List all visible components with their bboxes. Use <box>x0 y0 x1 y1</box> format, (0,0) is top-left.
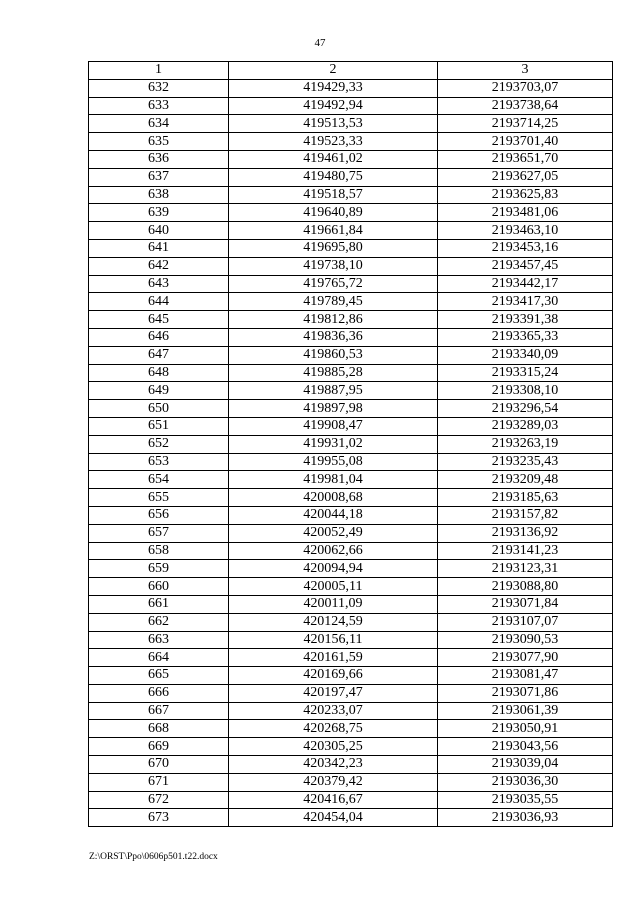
table-row <box>89 311 613 329</box>
y-coordinate-cell: 2193365,33 <box>438 328 613 346</box>
table-row <box>89 631 613 649</box>
table-row <box>89 97 613 115</box>
table-row <box>89 382 613 400</box>
y-coordinate-cell: 2193090,53 <box>438 631 613 649</box>
y-coordinate-cell: 2193043,56 <box>438 738 613 756</box>
point-number-cell: 643 <box>89 275 229 293</box>
y-coordinate-cell: 2193036,93 <box>438 809 613 827</box>
x-coordinate-cell: 420011,09 <box>229 595 438 613</box>
point-number-cell: 648 <box>89 364 229 382</box>
table-row <box>89 791 613 809</box>
x-coordinate-cell: 419860,53 <box>229 346 438 364</box>
y-coordinate-cell: 2193136,92 <box>438 524 613 542</box>
y-coordinate-cell: 2193289,03 <box>438 417 613 435</box>
x-coordinate-cell: 419765,72 <box>229 275 438 293</box>
x-coordinate-cell: 419523,33 <box>229 133 438 151</box>
table-row <box>89 756 613 774</box>
y-coordinate-cell: 2193391,38 <box>438 311 613 329</box>
y-coordinate-cell: 2193714,25 <box>438 115 613 133</box>
x-coordinate-cell: 420044,18 <box>229 506 438 524</box>
point-number-cell: 669 <box>89 738 229 756</box>
table-row <box>89 239 613 257</box>
file-path-footer: Z:\ORST\Ppo\0606p501.t22.docx <box>89 852 218 862</box>
table-row <box>89 453 613 471</box>
table-row <box>89 293 613 311</box>
y-coordinate-cell: 2193453,16 <box>438 239 613 257</box>
x-coordinate-cell: 419981,04 <box>229 471 438 489</box>
x-coordinate-cell: 420379,42 <box>229 773 438 791</box>
x-coordinate-cell: 419812,86 <box>229 311 438 329</box>
table-row <box>89 115 613 133</box>
table-row <box>89 79 613 97</box>
point-number-cell: 661 <box>89 595 229 613</box>
x-coordinate-cell: 419908,47 <box>229 417 438 435</box>
x-coordinate-cell: 420454,04 <box>229 809 438 827</box>
y-coordinate-cell: 2193081,47 <box>438 667 613 685</box>
point-number-cell: 641 <box>89 239 229 257</box>
y-coordinate-cell: 2193442,17 <box>438 275 613 293</box>
table-row <box>89 506 613 524</box>
point-number-cell: 649 <box>89 382 229 400</box>
table-body <box>89 79 613 826</box>
point-number-cell: 673 <box>89 809 229 827</box>
point-number-cell: 663 <box>89 631 229 649</box>
y-coordinate-cell: 2193457,45 <box>438 257 613 275</box>
table-row <box>89 738 613 756</box>
x-coordinate-cell: 419492,94 <box>229 97 438 115</box>
y-coordinate-cell: 2193071,84 <box>438 595 613 613</box>
x-coordinate-cell: 420161,59 <box>229 649 438 667</box>
table-row <box>89 328 613 346</box>
table-row <box>89 578 613 596</box>
y-coordinate-cell: 2193625,83 <box>438 186 613 204</box>
x-coordinate-cell: 419518,57 <box>229 186 438 204</box>
y-coordinate-cell: 2193107,07 <box>438 613 613 631</box>
y-coordinate-cell: 2193417,30 <box>438 293 613 311</box>
point-number-cell: 665 <box>89 667 229 685</box>
table-row <box>89 257 613 275</box>
point-number-cell: 644 <box>89 293 229 311</box>
y-coordinate-cell: 2193050,91 <box>438 720 613 738</box>
point-number-cell: 652 <box>89 435 229 453</box>
point-number-cell: 653 <box>89 453 229 471</box>
y-coordinate-cell: 2193315,24 <box>438 364 613 382</box>
point-number-cell: 672 <box>89 791 229 809</box>
point-number-cell: 655 <box>89 489 229 507</box>
x-coordinate-cell: 419513,53 <box>229 115 438 133</box>
x-coordinate-cell: 420197,47 <box>229 684 438 702</box>
table-row <box>89 702 613 720</box>
table-row <box>89 649 613 667</box>
point-number-cell: 657 <box>89 524 229 542</box>
table-row <box>89 222 613 240</box>
y-coordinate-cell: 2193039,04 <box>438 756 613 774</box>
table-row <box>89 417 613 435</box>
point-number-cell: 668 <box>89 720 229 738</box>
x-coordinate-cell: 420233,07 <box>229 702 438 720</box>
x-coordinate-cell: 420008,68 <box>229 489 438 507</box>
x-coordinate-cell: 419897,98 <box>229 400 438 418</box>
point-number-cell: 637 <box>89 168 229 186</box>
x-coordinate-cell: 419640,89 <box>229 204 438 222</box>
table-row <box>89 773 613 791</box>
y-coordinate-cell: 2193738,64 <box>438 97 613 115</box>
point-number-cell: 651 <box>89 417 229 435</box>
point-number-cell: 632 <box>89 79 229 97</box>
x-coordinate-cell: 419931,02 <box>229 435 438 453</box>
point-number-cell: 660 <box>89 578 229 596</box>
y-coordinate-cell: 2193071,86 <box>438 684 613 702</box>
point-number-cell: 670 <box>89 756 229 774</box>
x-coordinate-cell: 420342,23 <box>229 756 438 774</box>
table-row <box>89 435 613 453</box>
point-number-cell: 654 <box>89 471 229 489</box>
table-row <box>89 542 613 560</box>
x-coordinate-cell: 419885,28 <box>229 364 438 382</box>
point-number-cell: 667 <box>89 702 229 720</box>
y-coordinate-cell: 2193157,82 <box>438 506 613 524</box>
x-coordinate-cell: 420124,59 <box>229 613 438 631</box>
y-coordinate-cell: 2193185,63 <box>438 489 613 507</box>
point-number-cell: 656 <box>89 506 229 524</box>
point-number-cell: 666 <box>89 684 229 702</box>
point-number-cell: 645 <box>89 311 229 329</box>
y-coordinate-cell: 2193627,05 <box>438 168 613 186</box>
table-row <box>89 720 613 738</box>
table-header-row <box>89 62 613 80</box>
x-coordinate-cell: 420305,25 <box>229 738 438 756</box>
y-coordinate-cell: 2193463,10 <box>438 222 613 240</box>
table-row <box>89 133 613 151</box>
y-coordinate-cell: 2193077,90 <box>438 649 613 667</box>
point-number-cell: 638 <box>89 186 229 204</box>
table-row <box>89 275 613 293</box>
point-number-cell: 659 <box>89 560 229 578</box>
y-coordinate-cell: 2193701,40 <box>438 133 613 151</box>
table-row <box>89 560 613 578</box>
point-number-cell: 634 <box>89 115 229 133</box>
point-number-cell: 662 <box>89 613 229 631</box>
point-number-cell: 664 <box>89 649 229 667</box>
x-coordinate-cell: 419955,08 <box>229 453 438 471</box>
point-number-cell: 642 <box>89 257 229 275</box>
point-number-cell: 639 <box>89 204 229 222</box>
point-number-cell: 635 <box>89 133 229 151</box>
table-row <box>89 595 613 613</box>
y-coordinate-cell: 2193036,30 <box>438 773 613 791</box>
y-coordinate-cell: 2193340,09 <box>438 346 613 364</box>
y-coordinate-cell: 2193209,48 <box>438 471 613 489</box>
point-number-cell: 650 <box>89 400 229 418</box>
y-coordinate-cell: 2193088,80 <box>438 578 613 596</box>
coordinates-table <box>88 61 613 827</box>
x-coordinate-cell: 420416,67 <box>229 791 438 809</box>
y-coordinate-cell: 2193651,70 <box>438 150 613 168</box>
x-coordinate-cell: 419887,95 <box>229 382 438 400</box>
y-coordinate-cell: 2193263,19 <box>438 435 613 453</box>
page-number: 47 <box>314 37 326 49</box>
table-row <box>89 364 613 382</box>
table-row <box>89 168 613 186</box>
x-coordinate-cell: 419695,80 <box>229 239 438 257</box>
x-coordinate-cell: 420005,11 <box>229 578 438 596</box>
y-coordinate-cell: 2193308,10 <box>438 382 613 400</box>
x-coordinate-cell: 419661,84 <box>229 222 438 240</box>
point-number-cell: 636 <box>89 150 229 168</box>
point-number-cell: 633 <box>89 97 229 115</box>
x-coordinate-cell: 420156,11 <box>229 631 438 649</box>
point-number-cell: 640 <box>89 222 229 240</box>
table-row <box>89 684 613 702</box>
x-coordinate-cell: 420094,94 <box>229 560 438 578</box>
x-coordinate-cell: 420062,66 <box>229 542 438 560</box>
table-row <box>89 471 613 489</box>
table-row <box>89 150 613 168</box>
column-header: 3 <box>438 62 613 80</box>
table-row <box>89 346 613 364</box>
y-coordinate-cell: 2193296,54 <box>438 400 613 418</box>
point-number-cell: 647 <box>89 346 229 364</box>
x-coordinate-cell: 419429,33 <box>229 79 438 97</box>
point-number-cell: 646 <box>89 328 229 346</box>
table-row <box>89 400 613 418</box>
point-number-cell: 671 <box>89 773 229 791</box>
x-coordinate-cell: 419789,45 <box>229 293 438 311</box>
table-row <box>89 186 613 204</box>
x-coordinate-cell: 419461,02 <box>229 150 438 168</box>
y-coordinate-cell: 2193123,31 <box>438 560 613 578</box>
x-coordinate-cell: 419480,75 <box>229 168 438 186</box>
x-coordinate-cell: 419836,36 <box>229 328 438 346</box>
table-row <box>89 809 613 827</box>
table-row <box>89 489 613 507</box>
y-coordinate-cell: 2193061,39 <box>438 702 613 720</box>
y-coordinate-cell: 2193035,55 <box>438 791 613 809</box>
y-coordinate-cell: 2193141,23 <box>438 542 613 560</box>
x-coordinate-cell: 420052,49 <box>229 524 438 542</box>
table-row <box>89 667 613 685</box>
y-coordinate-cell: 2193703,07 <box>438 79 613 97</box>
y-coordinate-cell: 2193481,06 <box>438 204 613 222</box>
x-coordinate-cell: 420268,75 <box>229 720 438 738</box>
column-header: 2 <box>229 62 438 80</box>
table-row <box>89 524 613 542</box>
table-row <box>89 204 613 222</box>
column-header: 1 <box>89 62 229 80</box>
x-coordinate-cell: 419738,10 <box>229 257 438 275</box>
table-row <box>89 613 613 631</box>
point-number-cell: 658 <box>89 542 229 560</box>
y-coordinate-cell: 2193235,43 <box>438 453 613 471</box>
x-coordinate-cell: 420169,66 <box>229 667 438 685</box>
